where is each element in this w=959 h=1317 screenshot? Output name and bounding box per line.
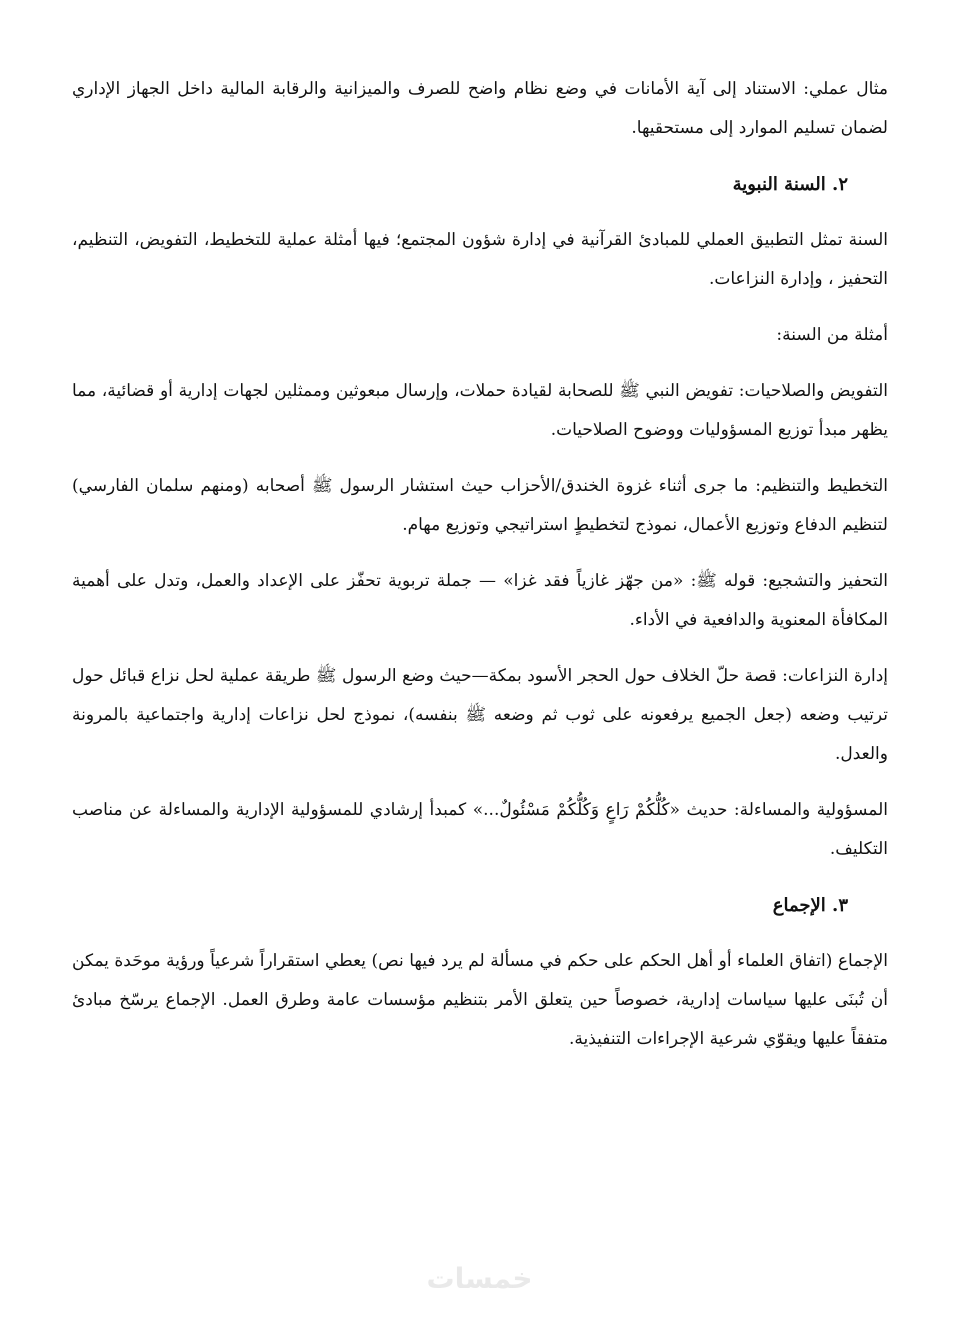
- watermark-logo: خمسات: [426, 1262, 533, 1295]
- motivation-paragraph: التحفيز والتشجيع: قوله ﷺ: «من جهّز غازياً فقد غزا» — جملة تربوية تحفّز على الإعداد والعمل، وتدل على أهمية المكافأة المعنوية والدافعية في الأداء.: [72, 571, 888, 630]
- planning-paragraph: التخطيط والتنظيم: ما جرى أثناء غزوة الخندق/الأحزاب حيث استشار الرسول ﷺ أصحابه (ومنهم سلمان الفارسي) لتنظيم الدفاع وتوزيع الأعمال، نموذج لتخطيطٍ استراتيجي وتوزيع مهام.: [72, 476, 888, 535]
- practical-example-paragraph: مثال عملي: الاستناد إلى آية الأمانات في وضع نظام واضح للصرف والميزانية والرقابة المالية داخل الجهاز الإداري لضمان تسليم الموارد إلى مستحقيها.: [72, 79, 888, 138]
- ijma-paragraph: الإجماع (اتفاق العلماء أو أهل الحكم على حكم في مسألة لم يرد فيها نص) يعطي استقراراً شرعياً ورؤية موحَدة يمكن أن تُبنَى عليها سياسات إدارية، خصوصاً حين يتعلق الأمر بتنظيم مؤسسات عامة وطرق العمل. الإجماع يرسّخ مبادئ متفقاً عليها ويقوّي شرعية الإجراءات التنفيذية.: [72, 951, 888, 1049]
- delegation-paragraph: التفويض والصلاحيات: تفويض النبي ﷺ للصحابة لقيادة حملات، وإرسال مبعوثين وممثلين لجهات إدارية أو قضائية، مما يظهر مبدأ توزيع المسؤوليات ووضوح الصلاحيات.: [72, 381, 888, 440]
- sunnah-examples-label: أمثلة من السنة:: [776, 325, 888, 345]
- sunnah-intro-paragraph: السنة تمثل التطبيق العملي للمبادئ القرآنية في إدارة شؤون المجتمع؛ فيها أمثلة عملية للتخطيط، التفويض، التنظيم، التحفيز ، وإدارة النزاعات.: [72, 230, 888, 289]
- sunnah-heading: ٢. السنة النبوية: [732, 174, 848, 195]
- accountability-paragraph: المسؤولية والمساءلة: حديث «كُلُّكُمْ رَاعٍ وَكُلُّكُمْ مَسْئُولٌ...» كمبدأ إرشادي للمسؤولية الإدارية والمساءلة عن مناصب التكليف.: [72, 800, 888, 859]
- ijma-heading: ٣. الإجماع: [772, 895, 848, 916]
- conflict-paragraph: إدارة النزاعات: قصة حلّ الخلاف حول الحجر الأسود بمكة—حيث وضع الرسول ﷺ طريقة عملية لحل نزاع قبائل حول ترتيب وضعه (جعل الجميع يرفعونه على ثوب ثم وضعه ﷺ بنفسه)، نموذج لحل نزاعات إدارية واجتماعية بالمرونة والعدل.: [72, 666, 888, 764]
- document-page: [72, 70, 888, 1076]
